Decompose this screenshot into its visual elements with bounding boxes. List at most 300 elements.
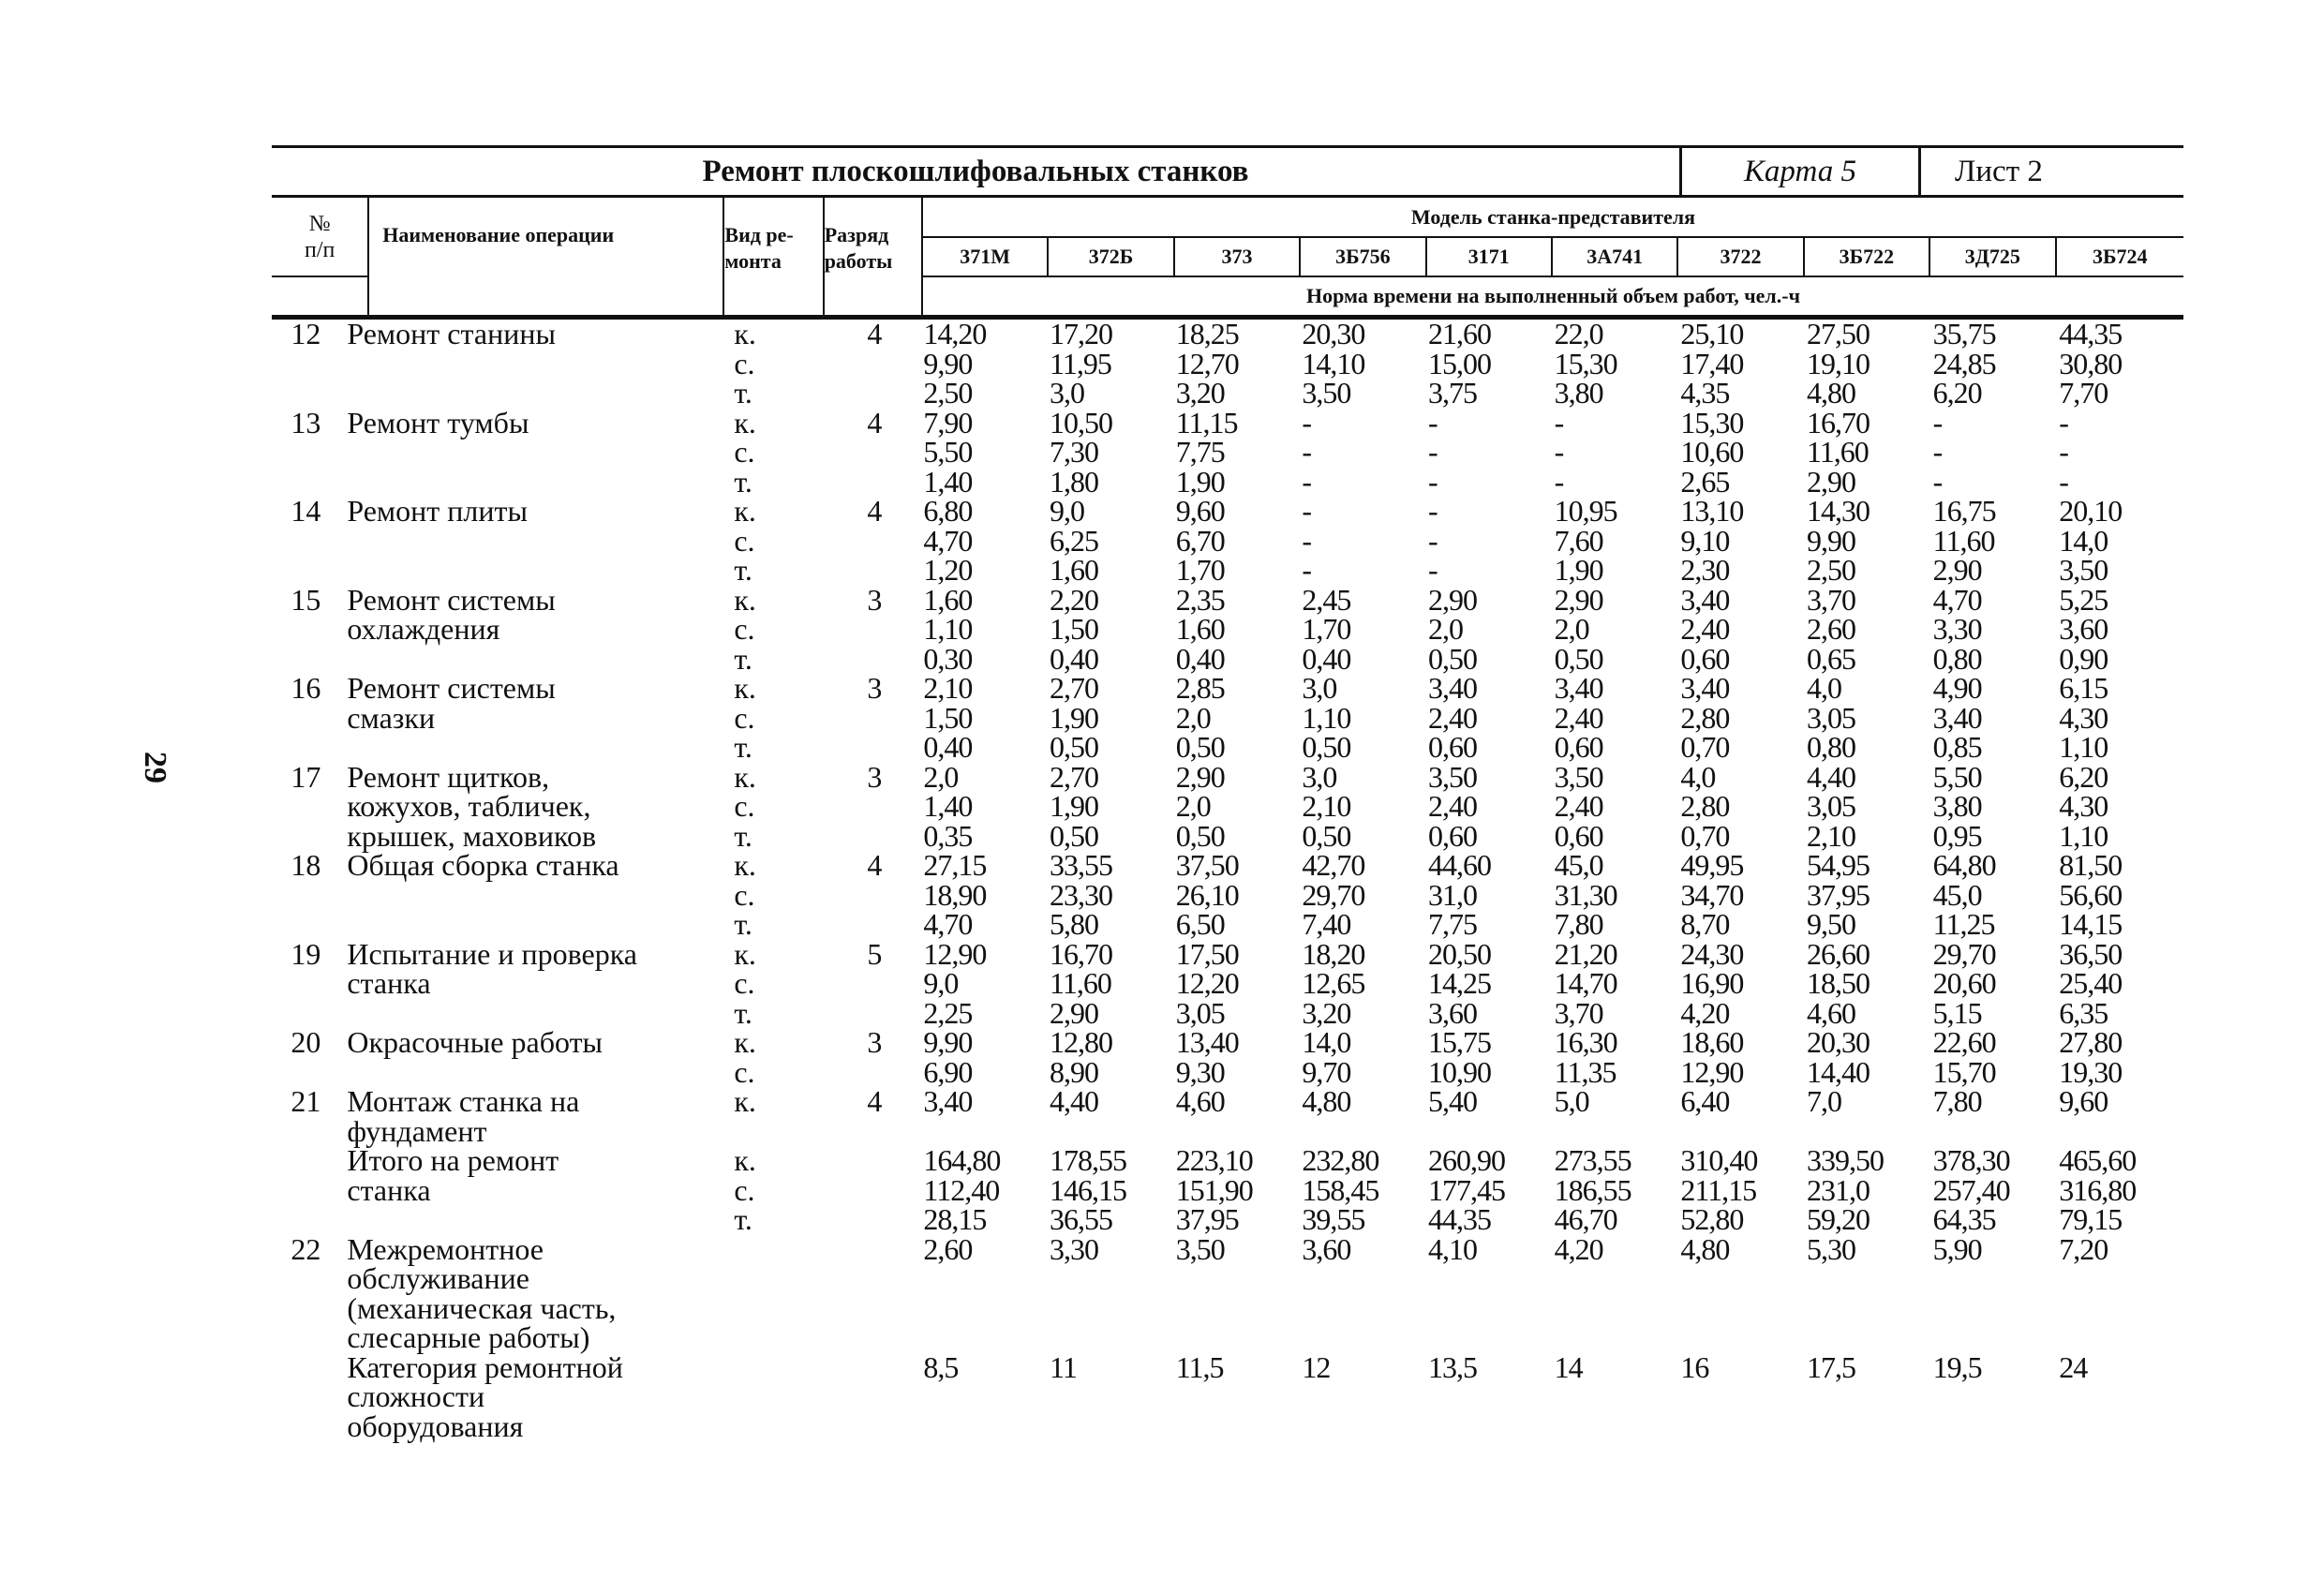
norm-value: 186,55 (1554, 1172, 1631, 1207)
norm-value: 9,0 (1050, 494, 1085, 528)
norm-value: 2,0 (923, 759, 959, 794)
repair-type: с. (734, 1054, 755, 1089)
norm-value: 13,5 (1428, 1349, 1477, 1384)
table-row (272, 999, 2183, 1029)
norm-value: 1,60 (1050, 553, 1099, 587)
repair-type: к. (734, 1025, 756, 1059)
operation-name: Ремонт системы (347, 671, 556, 705)
norm-value: - (1554, 435, 1564, 469)
norm-value: 18,25 (1175, 317, 1239, 350)
norm-value: 23,30 (1050, 877, 1113, 912)
row-number: 14 (290, 494, 321, 528)
norm-value: 0,50 (1302, 730, 1351, 764)
header-work-grade-line1: Разряд (824, 223, 889, 246)
row-number: 15 (290, 582, 321, 617)
norm-value: 9,0 (923, 966, 959, 1000)
norm-value: 0,40 (923, 730, 973, 764)
operation-name: Монтаж станка на (347, 1084, 580, 1118)
work-grade (821, 1323, 920, 1353)
work-grade (821, 792, 920, 822)
norm-value (2055, 1323, 2183, 1353)
norm-value (1929, 1412, 2056, 1442)
norm-value: 17,20 (1050, 317, 1113, 350)
row-number: 13 (290, 405, 321, 439)
norm-value: 29,70 (1302, 877, 1365, 912)
model-3722: 3722 (1677, 237, 1803, 276)
norm-value: 223,10 (1175, 1143, 1253, 1177)
norm-value (1046, 1294, 1172, 1324)
row-number (272, 1323, 337, 1353)
operation-name: обслуживание (347, 1261, 529, 1295)
norm-value (1424, 1323, 1551, 1353)
norm-value: 3,0 (1302, 671, 1337, 705)
norm-value: 4,30 (2059, 789, 2108, 823)
norm-value: 3,50 (1302, 376, 1351, 410)
repair-type (719, 1264, 821, 1294)
repair-type: с. (734, 966, 755, 1000)
norm-value: 2,70 (1050, 671, 1099, 705)
work-grade (821, 822, 920, 852)
norm-value (919, 1323, 1046, 1353)
work-grade (821, 1235, 920, 1265)
norm-value: 2,40 (1680, 612, 1730, 646)
norm-value: 15,00 (1428, 346, 1491, 380)
norm-value: 52,80 (1680, 1202, 1744, 1236)
work-grade: 3 (867, 759, 883, 794)
norm-value (1172, 1264, 1299, 1294)
work-grade (821, 1205, 920, 1235)
norm-value: 2,90 (1050, 995, 1099, 1030)
norm-value: 4,20 (1554, 1231, 1603, 1266)
table-row (272, 1087, 2183, 1117)
norm-value: 231,0 (1806, 1172, 1870, 1207)
norm-value (2055, 1382, 2183, 1412)
norm-value: 7,40 (1302, 907, 1351, 941)
norm-value (2055, 1294, 2183, 1324)
table-row (272, 379, 2183, 409)
norm-value: 15,75 (1428, 1025, 1491, 1059)
norm-value: 9,60 (2059, 1084, 2108, 1118)
norm-value: 3,60 (1302, 1231, 1351, 1266)
norm-value: 14,20 (923, 317, 987, 350)
repair-type: т. (734, 995, 752, 1030)
norm-value: 6,50 (1175, 907, 1225, 941)
operation-name: Ремонт станины (347, 317, 556, 350)
norm-value: 0,50 (1175, 818, 1225, 853)
norm-value: 151,90 (1175, 1172, 1253, 1207)
table-row (272, 1146, 2183, 1176)
norm-value: 17,5 (1806, 1349, 1855, 1384)
norm-value: - (2059, 464, 2068, 499)
header-work-grade-line2: работы (824, 249, 893, 273)
norm-value: 22,60 (1932, 1025, 1996, 1059)
norm-value: 0,65 (1806, 641, 1855, 676)
norm-value: 5,50 (1932, 759, 1982, 794)
norm-value: 8,70 (1680, 907, 1730, 941)
norm-value: 0,60 (1554, 730, 1603, 764)
norm-value: 0,60 (1428, 730, 1477, 764)
table-row (272, 1264, 2183, 1294)
work-grade (821, 1117, 920, 1147)
row-number: 22 (290, 1231, 321, 1266)
norm-value: 3,40 (1554, 671, 1603, 705)
norm-value: - (2059, 435, 2068, 469)
norm-value: 4,0 (1806, 671, 1841, 705)
norm-value (1172, 1323, 1299, 1353)
norm-value: 20,30 (1806, 1025, 1870, 1059)
norm-value: 26,60 (1806, 936, 1870, 971)
operation-name (337, 438, 719, 468)
table-row (272, 1412, 2183, 1442)
row-number: 19 (290, 936, 321, 971)
norm-value: 3,40 (1680, 671, 1730, 705)
work-grade: 4 (867, 317, 883, 350)
table-row (272, 645, 2183, 675)
norm-value (1803, 1117, 1929, 1147)
norm-value (1676, 1382, 1803, 1412)
work-grade (821, 1382, 920, 1412)
norm-value (1172, 1294, 1299, 1324)
norm-value: 19,5 (1932, 1349, 1982, 1384)
work-grade (821, 379, 920, 409)
norm-value: 3,50 (1554, 759, 1603, 794)
norm-value: 0,70 (1680, 730, 1730, 764)
work-grade (821, 733, 920, 763)
norm-value: 2,35 (1175, 582, 1225, 617)
norm-value: 3,60 (1428, 995, 1477, 1030)
norm-value: 0,80 (1806, 730, 1855, 764)
norm-value: 1,50 (923, 700, 973, 735)
norm-value: 3,80 (1554, 376, 1603, 410)
norm-value: 316,80 (2059, 1172, 2137, 1207)
norm-value: 7,20 (2059, 1231, 2108, 1266)
table-row (272, 674, 2183, 704)
norm-value: - (1554, 464, 1564, 499)
work-grade (821, 1294, 920, 1324)
norm-value: - (1932, 464, 1943, 499)
repair-type (719, 1412, 821, 1442)
work-grade (821, 704, 920, 734)
repair-type: т. (734, 1202, 752, 1236)
norm-value: 6,15 (2059, 671, 2108, 705)
norm-value: 177,45 (1428, 1172, 1505, 1207)
norm-value: 3,50 (1428, 759, 1477, 794)
norm-value: 2,60 (923, 1231, 973, 1266)
operation-name (337, 881, 719, 911)
work-grade (821, 468, 920, 498)
row-number (272, 969, 337, 999)
norm-value (1424, 1412, 1551, 1442)
row-number (272, 910, 337, 940)
table-row (272, 1353, 2183, 1383)
row-number: 17 (290, 759, 321, 794)
row-number: 16 (290, 671, 321, 705)
table-row (272, 468, 2183, 498)
operation-name (337, 1205, 719, 1235)
norm-value (1551, 1382, 1677, 1412)
operation-name: Ремонт плиты (347, 494, 528, 528)
norm-value: 15,30 (1680, 405, 1744, 439)
norm-value: 2,90 (1806, 464, 1855, 499)
norm-value: 19,30 (2059, 1054, 2123, 1089)
norm-value: 5,90 (1932, 1231, 1982, 1266)
header-num-line2: п/п (304, 237, 335, 262)
norm-value: 0,50 (1050, 818, 1099, 853)
norm-value: 29,70 (1932, 936, 1996, 971)
norm-value: 4,60 (1806, 995, 1855, 1030)
table-row (272, 792, 2183, 822)
work-grade (821, 556, 920, 586)
repair-type: т. (734, 641, 752, 676)
repair-type: к. (734, 1143, 756, 1177)
norm-value: 2,40 (1428, 789, 1477, 823)
work-grade (821, 615, 920, 645)
work-grade (821, 645, 920, 675)
norm-value (1424, 1117, 1551, 1147)
operation-name: крышек, маховиков (347, 818, 597, 853)
row-number (272, 1176, 337, 1206)
norm-value: 2,80 (1680, 700, 1730, 735)
norm-value: 37,95 (1175, 1202, 1239, 1236)
repair-type: т. (734, 376, 752, 410)
work-grade (821, 350, 920, 380)
norm-value: 7,75 (1175, 435, 1225, 469)
norm-value: 0,85 (1932, 730, 1982, 764)
norm-value: 18,20 (1302, 936, 1365, 971)
norm-value: 25,40 (2059, 966, 2123, 1000)
norm-value (2055, 1117, 2183, 1147)
norm-value: 4,20 (1680, 995, 1730, 1030)
norm-value: 0,40 (1050, 641, 1099, 676)
norm-value: 1,60 (1175, 612, 1225, 646)
norm-value: 11,60 (1806, 435, 1869, 469)
norm-value: 7,30 (1050, 435, 1099, 469)
norm-value: 12,65 (1302, 966, 1365, 1000)
norm-value: 2,30 (1680, 553, 1730, 587)
norm-value (1551, 1294, 1677, 1324)
repair-type: т. (734, 553, 752, 587)
norm-value: 27,80 (2059, 1025, 2123, 1059)
row-number (272, 468, 337, 498)
norm-value: - (1932, 435, 1943, 469)
model-3b722: 3Б722 (1804, 237, 1929, 276)
norm-value: 2,80 (1680, 789, 1730, 823)
row-number (272, 1117, 337, 1147)
norm-value (1298, 1117, 1424, 1147)
norm-value: 16,75 (1932, 494, 1996, 528)
norm-value: 44,35 (1428, 1202, 1491, 1236)
work-grade (821, 1353, 920, 1383)
repair-type: к. (734, 759, 756, 794)
operation-name (337, 379, 719, 409)
work-grade: 4 (867, 405, 883, 439)
operation-name: Ремонт системы (347, 582, 556, 617)
norm-value: 260,90 (1428, 1143, 1505, 1177)
norm-value (919, 1117, 1046, 1147)
norm-value: 1,50 (1050, 612, 1099, 646)
norm-value: 465,60 (2059, 1143, 2137, 1177)
norm-value (1298, 1323, 1424, 1353)
norm-value: 14,0 (1302, 1025, 1351, 1059)
operation-name (337, 556, 719, 586)
work-grade: 5 (867, 936, 883, 971)
row-number (272, 1382, 337, 1412)
norm-value: 13,10 (1680, 494, 1744, 528)
operation-name: Испытание и проверка (347, 936, 637, 971)
norm-value (1551, 1323, 1677, 1353)
norm-value: 9,30 (1175, 1054, 1225, 1089)
norm-value: 1,90 (1050, 700, 1099, 735)
norm-value: 5,80 (1050, 907, 1099, 941)
operation-name: кожухов, табличек, (347, 789, 591, 823)
row-number: 12 (290, 317, 321, 350)
norm-value (1929, 1323, 2056, 1353)
norm-value: 46,70 (1554, 1202, 1617, 1236)
norm-value: 4,70 (923, 907, 973, 941)
norm-value: 14,0 (2059, 523, 2108, 558)
norm-value: 3,40 (923, 1084, 973, 1118)
norm-value (1424, 1264, 1551, 1294)
norm-value: 9,90 (1806, 523, 1855, 558)
norm-value (1929, 1264, 2056, 1294)
norm-value: 2,40 (1554, 789, 1603, 823)
norm-value: 2,90 (1554, 582, 1603, 617)
work-grade (821, 1412, 920, 1442)
norm-value: 12 (1302, 1349, 1331, 1384)
table-row (272, 320, 2183, 350)
norm-value: 6,20 (1932, 376, 1982, 410)
norm-value: 0,40 (1302, 641, 1351, 676)
norm-value: 5,15 (1932, 995, 1982, 1030)
norm-value: 15,70 (1932, 1054, 1996, 1089)
norm-value: - (1302, 523, 1311, 558)
norm-value: 211,15 (1680, 1172, 1757, 1207)
norms-table (272, 317, 2183, 1443)
work-grade: 4 (867, 848, 883, 882)
table-row (272, 615, 2183, 645)
norm-value: - (1932, 405, 1943, 439)
norm-value: 0,95 (1932, 818, 1982, 853)
norm-value: 44,60 (1428, 848, 1491, 882)
norm-value: 2,10 (1302, 789, 1351, 823)
norm-value: 31,0 (1428, 877, 1477, 912)
row-number: 21 (290, 1084, 321, 1118)
header-repair-type-line1: Вид ре- (724, 223, 794, 246)
norm-value: 21,20 (1554, 936, 1617, 971)
norm-value: 7,75 (1428, 907, 1477, 941)
norm-value: 0,30 (923, 641, 973, 676)
table-row (272, 1058, 2183, 1088)
norm-value: 310,40 (1680, 1143, 1758, 1177)
norm-value: 2,10 (923, 671, 973, 705)
norm-value: 3,70 (1554, 995, 1603, 1030)
norm-value: 2,50 (1806, 553, 1855, 587)
norm-value: 4,70 (1932, 582, 1982, 617)
norm-value (2055, 1264, 2183, 1294)
table-row (272, 497, 2183, 527)
norm-value: 5,30 (1806, 1231, 1855, 1266)
repair-type: с. (734, 877, 755, 912)
norm-value: 0,40 (1175, 641, 1225, 676)
norm-value: - (1302, 553, 1311, 587)
norm-value: 2,40 (1428, 700, 1477, 735)
norm-value: 24 (2059, 1349, 2088, 1384)
norm-value: 34,70 (1680, 877, 1744, 912)
card-number: Карта 5 (1679, 148, 1918, 195)
row-number (272, 1412, 337, 1442)
repair-type (719, 1235, 821, 1265)
norm-value (1172, 1382, 1299, 1412)
norm-value: 1,90 (1554, 553, 1603, 587)
table-row (272, 822, 2183, 852)
operation-name: сложности (347, 1379, 485, 1413)
norm-value: 178,55 (1050, 1143, 1127, 1177)
norm-value: 3,75 (1428, 376, 1477, 410)
norm-value: 0,35 (923, 818, 973, 853)
norm-value: 2,45 (1302, 582, 1351, 617)
model-3171: 3171 (1426, 237, 1552, 276)
norm-value: 12,90 (1680, 1054, 1744, 1089)
repair-card-sheet (272, 145, 2183, 1441)
norm-value: 12,80 (1050, 1025, 1113, 1059)
norm-value: 4,80 (1302, 1084, 1351, 1118)
norm-value: 3,05 (1806, 700, 1855, 735)
norm-value: 6,90 (923, 1054, 973, 1089)
model-371m: 371М (922, 237, 1048, 276)
norm-value: 4,70 (923, 523, 973, 558)
table-row (272, 851, 2183, 881)
norm-value: 7,80 (1554, 907, 1603, 941)
row-number (272, 1058, 337, 1088)
norm-value: 3,0 (1302, 759, 1337, 794)
norm-value: 112,40 (923, 1172, 1000, 1207)
norm-value: 8,90 (1050, 1054, 1099, 1089)
table-row (272, 1028, 2183, 1058)
repair-type (719, 1294, 821, 1324)
operation-name: Окрасочные работы (347, 1025, 603, 1059)
norm-value: 2,90 (1428, 582, 1477, 617)
work-grade (821, 969, 920, 999)
norm-value: 64,35 (1932, 1202, 1996, 1236)
table-row (272, 910, 2183, 940)
model-373: 373 (1174, 237, 1300, 276)
document-title: Ремонт плоскошлифовальных станков (702, 154, 1249, 188)
norm-value: 12,70 (1175, 346, 1239, 380)
sheet-number: Лист 2 (1918, 148, 2183, 195)
header-num-line1: № (308, 211, 331, 236)
model-3b756: 3Б756 (1300, 237, 1425, 276)
norm-value: 3,05 (1175, 995, 1225, 1030)
norm-value: 3,40 (1680, 582, 1730, 617)
repair-type: к. (734, 1084, 756, 1118)
row-number (272, 379, 337, 409)
norm-value: 2,90 (1932, 553, 1982, 587)
operation-name: смазки (347, 700, 436, 735)
norm-value (1803, 1382, 1929, 1412)
norm-value: 14,15 (2059, 907, 2123, 941)
norm-value: 9,90 (923, 346, 973, 380)
repair-type (719, 1117, 821, 1147)
work-grade: 4 (867, 494, 883, 528)
norm-value: 6,35 (2059, 995, 2108, 1030)
norm-value: - (1302, 405, 1311, 439)
header-repair-type (723, 198, 823, 316)
norm-value: 3,80 (1932, 789, 1982, 823)
repair-type: т. (734, 730, 752, 764)
norm-value: - (1428, 523, 1438, 558)
norm-value: 37,50 (1175, 848, 1239, 882)
repair-type (719, 1353, 821, 1383)
